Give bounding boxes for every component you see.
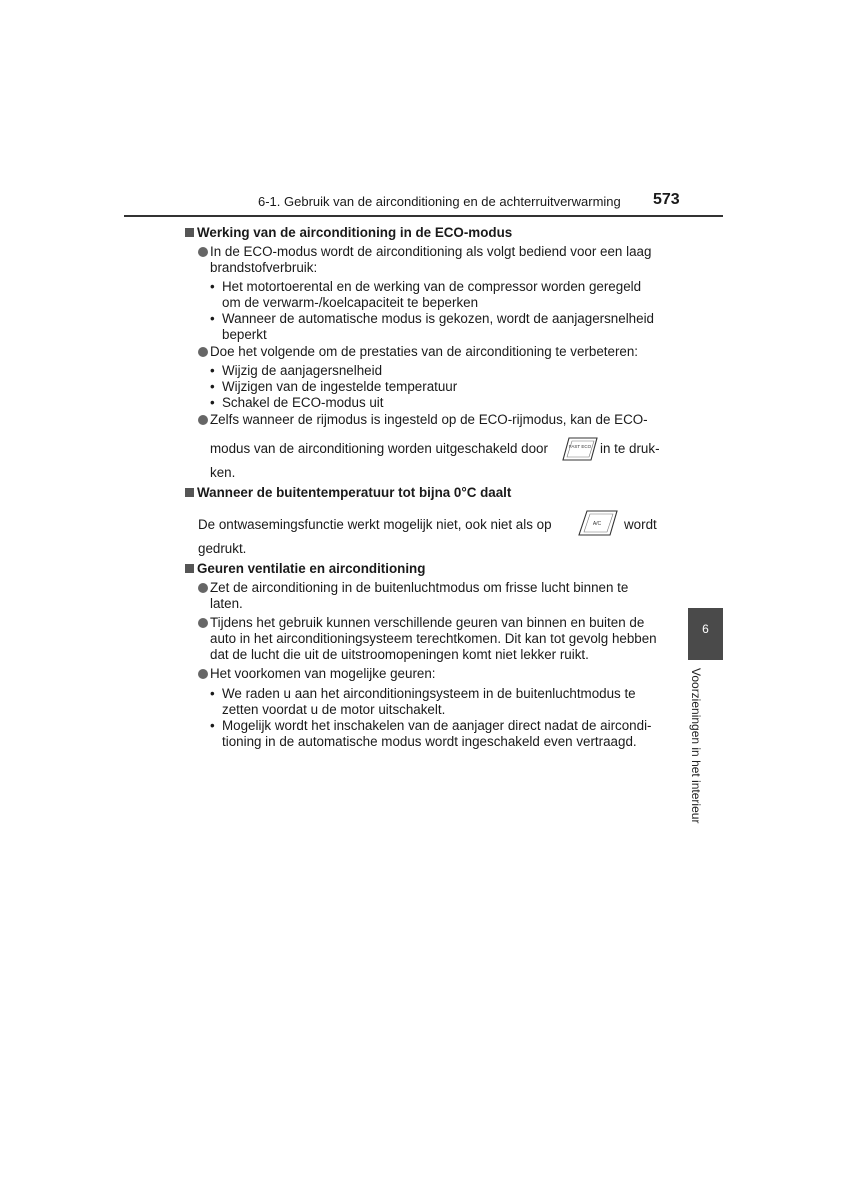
list-item: Zelfs wanneer de rijmodus is ingesteld op de ECO-rijmodus, kan de ECO- bbox=[198, 412, 648, 427]
list-item-continuation: ken. bbox=[210, 465, 236, 480]
sub-bullet-continuation: om de verwarm-/koelcapaciteit te beperken bbox=[222, 295, 479, 310]
paragraph-text: gedrukt. bbox=[198, 541, 247, 556]
sub-bullet-item: • Mogelijk wordt het inschakelen van de aanjager direct nadat de aircondi- bbox=[210, 718, 652, 733]
list-item-continuation: in te druk- bbox=[600, 441, 660, 456]
section-heading: Werking van de airconditioning in de ECO-modus bbox=[185, 225, 512, 240]
chapter-side-label: Voorzieningen in het interieur bbox=[689, 668, 703, 824]
header-divider bbox=[124, 215, 723, 217]
square-marker-icon bbox=[185, 488, 194, 497]
section-heading: Wanneer de buitentemperatuur tot bijna 0°C daalt bbox=[185, 485, 511, 500]
sub-bullet-item: • We raden u aan het airconditioningsysteem in de buitenluchtmodus te bbox=[210, 686, 636, 701]
bullet-icon: • bbox=[210, 686, 215, 701]
sub-bullet-continuation: zetten voordat u de motor uitschakelt. bbox=[222, 702, 446, 717]
page-number: 573 bbox=[653, 191, 680, 208]
running-header-title: 6-1. Gebruik van de airconditioning en de achterruitverwarming bbox=[258, 194, 621, 209]
circle-bullet-icon bbox=[198, 618, 208, 628]
circle-bullet-icon bbox=[198, 415, 208, 425]
list-item: In de ECO-modus wordt de airconditioning als volgt bediend voor een laag bbox=[198, 244, 651, 259]
paragraph-text: wordt bbox=[624, 517, 657, 532]
bullet-icon: • bbox=[210, 379, 215, 394]
sub-bullet-continuation: tioning in de automatische modus wordt ingeschakeld even vertraagd. bbox=[222, 734, 637, 749]
circle-bullet-icon bbox=[198, 347, 208, 357]
list-item-continuation: dat de lucht die uit de uitstroomopeningen komt niet lekker ruikt. bbox=[210, 647, 589, 662]
section-heading: Geuren ventilatie en airconditioning bbox=[185, 561, 425, 576]
bullet-icon: • bbox=[210, 311, 215, 326]
chapter-tab bbox=[688, 608, 723, 660]
ac-icon-label: A/C bbox=[592, 521, 602, 527]
list-item-continuation: brandstofverbruik: bbox=[210, 260, 318, 275]
sub-bullet-item: • Wijzig de aanjagersnelheid bbox=[210, 363, 383, 378]
bullet-icon: • bbox=[210, 363, 215, 378]
sub-bullet-continuation: beperkt bbox=[222, 327, 267, 342]
sub-bullet-item: • Schakel de ECO-modus uit bbox=[210, 395, 384, 410]
list-item: Zet de airconditioning in de buitenluchtmodus om frisse lucht binnen te bbox=[198, 580, 628, 595]
sub-bullet-item: • Wanneer de automatische modus is gekozen, wordt de aanjagersnelheid bbox=[210, 311, 654, 326]
sub-bullet-item: • Het motortoerental en de werking van de compressor worden geregeld bbox=[210, 279, 642, 294]
square-marker-icon bbox=[185, 228, 194, 237]
list-item-continuation: auto in het airconditioningsysteem terechtkomen. Dit kan tot gevolg hebben bbox=[210, 631, 657, 646]
eco-icon-label: FAST ECO bbox=[568, 444, 592, 449]
ac-button-icon bbox=[577, 509, 619, 537]
bullet-icon: • bbox=[210, 718, 215, 733]
chapter-number: 6 bbox=[702, 622, 709, 636]
bullet-icon: • bbox=[210, 395, 215, 410]
circle-bullet-icon bbox=[198, 669, 208, 679]
list-item: Doe het volgende om de prestaties van de airconditioning te verbeteren: bbox=[198, 344, 638, 359]
square-marker-icon bbox=[185, 564, 194, 573]
list-item: Het voorkomen van mogelijke geuren: bbox=[198, 666, 436, 681]
sub-bullet-item: • Wijzigen van de ingestelde temperatuur bbox=[210, 379, 458, 394]
list-item-continuation: modus van de airconditioning worden uitgeschakeld door bbox=[210, 441, 548, 456]
circle-bullet-icon bbox=[198, 247, 208, 257]
circle-bullet-icon bbox=[198, 583, 208, 593]
paragraph-text: De ontwasemingsfunctie werkt mogelijk niet, ook niet als op bbox=[198, 517, 552, 532]
bullet-icon: • bbox=[210, 279, 215, 294]
fan-speed-eco-button-icon bbox=[561, 436, 599, 462]
list-item-continuation: laten. bbox=[210, 596, 243, 611]
list-item: Tijdens het gebruik kunnen verschillende geuren van binnen en buiten de bbox=[198, 615, 644, 630]
